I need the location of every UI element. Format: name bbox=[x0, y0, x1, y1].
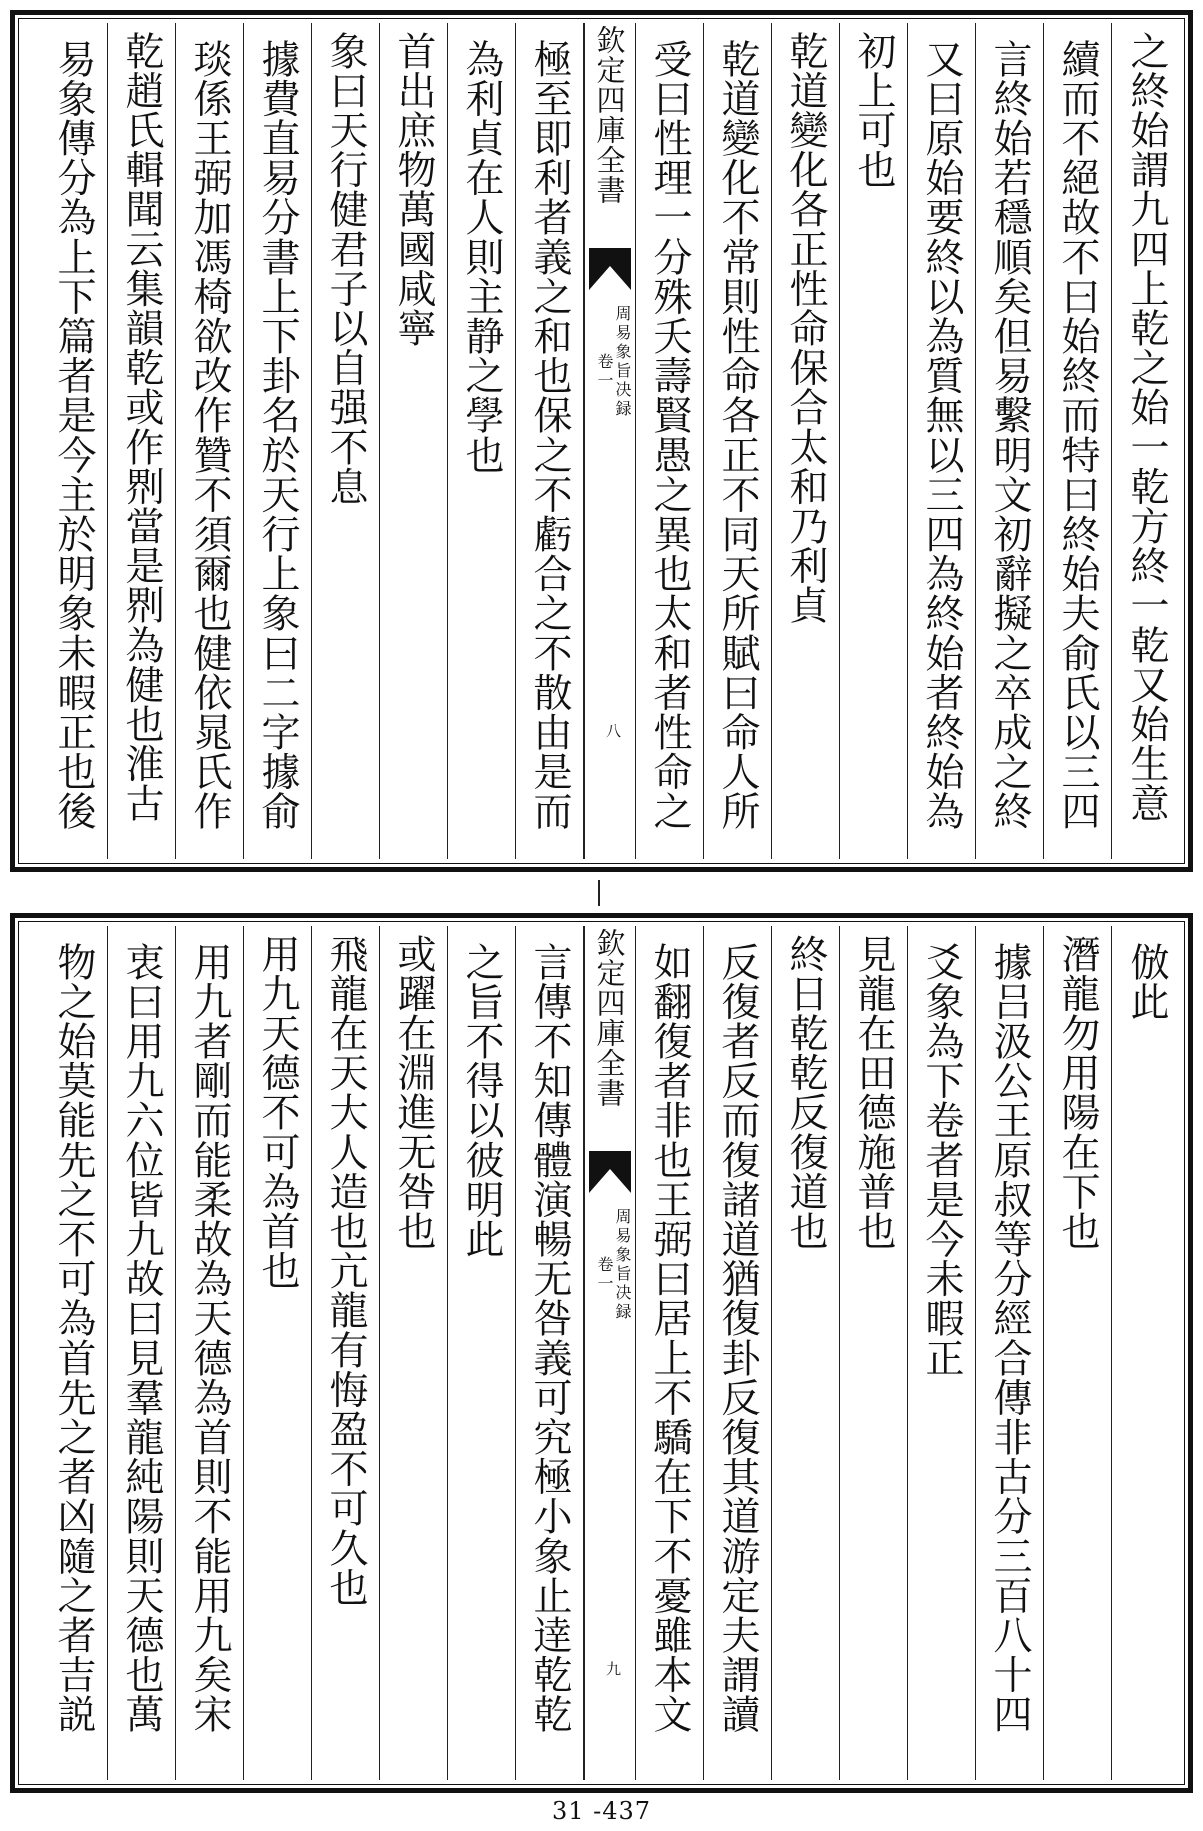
text-column: 或躍在淵進无咎也 bbox=[380, 926, 448, 1780]
text-column: 言傳不知傳體演暢无咎義可究極小象止逹乾乾 bbox=[516, 926, 584, 1780]
fish-tail-mark-icon bbox=[589, 248, 631, 290]
text-column: 據費直易分書上下卦名於天行上象曰二字據俞 bbox=[244, 23, 312, 859]
text-column: 衷曰用九六位皆九故曰見羣龍純陽則天德也萬 bbox=[108, 926, 176, 1780]
footer-page-number: 31 -437 bbox=[551, 1797, 652, 1825]
text-column: 反復者反而復諸道猶復卦反復其道游定夫謂讀 bbox=[704, 926, 772, 1780]
text-column: 象曰天行健君子以自强不息 bbox=[312, 23, 380, 859]
volume-label: 卷一 bbox=[595, 353, 614, 391]
upper-page bbox=[10, 10, 1193, 872]
page-divider bbox=[598, 880, 600, 906]
text-column: 爻象為下卷者是今未暇正 bbox=[908, 926, 976, 1780]
center-margin bbox=[584, 23, 636, 859]
text-column: 潛龍勿用陽在下也 bbox=[1044, 926, 1112, 1780]
book-title: 周易象旨决録 bbox=[613, 305, 632, 419]
text-column: 見龍在田德施普也 bbox=[840, 926, 908, 1780]
text-column: 之終始謂九四上乾之始一乾方終一乾又始生意 bbox=[1124, 31, 1169, 823]
center-margin bbox=[584, 926, 636, 1780]
text-column: 乾趙氏輯聞云集韻乾或作𠝹當是𠝹為健也淮古 bbox=[108, 23, 176, 859]
text-column: 極至即利者義之和也保之不虧合之不散由是而 bbox=[516, 23, 584, 859]
library-title: 欽定四庫全書 bbox=[592, 25, 627, 205]
leaf-number: 九 bbox=[604, 1661, 622, 1679]
fish-tail-mark-icon bbox=[589, 1151, 631, 1193]
leaf-number: 八 bbox=[604, 723, 622, 741]
text-column: 初上可也 bbox=[840, 23, 908, 859]
text-column: 用九者剛而能柔故為天德為首則不能用九矣宋 bbox=[176, 926, 244, 1780]
text-column: 為利貞在人則主静之學也 bbox=[448, 23, 516, 859]
text-column: 終日乾乾反復道也 bbox=[772, 926, 840, 1780]
text-column: 物之始莫能先之不可為首先之者凶隨之者吉説 bbox=[40, 926, 108, 1780]
text-column: 用九天德不可為首也 bbox=[244, 926, 312, 1780]
lower-page bbox=[10, 913, 1193, 1793]
volume-label: 卷一 bbox=[595, 1256, 614, 1294]
text-column: 易象傳分為上下篇者是今主於明象未暇正也後 bbox=[40, 23, 108, 859]
text-column: 乾道變化不常則性命各正不同天所賦曰命人所 bbox=[704, 23, 772, 859]
text-column: 飛龍在天大人造也亢龍有悔盈不可久也 bbox=[312, 926, 380, 1780]
text-column: 之旨不得以彼明此 bbox=[448, 926, 516, 1780]
book-title: 周易象旨决録 bbox=[613, 1208, 632, 1322]
text-column: 琰係王弼加馮椅欲改作贊不須爾也健依晁氏作 bbox=[176, 23, 244, 859]
library-title: 欽定四庫全書 bbox=[592, 928, 627, 1108]
text-column: 續而不絕故不曰始終而特曰終始夫俞氏以三四 bbox=[1044, 23, 1112, 859]
text-column: 如翻復者非也王弼曰居上不驕在下不憂雖本文 bbox=[636, 926, 704, 1780]
text-column: 受曰性理一分殊夭壽賢愚之異也太和者性命之 bbox=[636, 23, 704, 859]
text-column: 乾道變化各正性命保合太和乃利貞 bbox=[772, 23, 840, 859]
text-column: 又曰原始要終以為質無以三四為終始者終始為 bbox=[908, 23, 976, 859]
text-column: 言終始若穩順矣但易繫明文初辭擬之卒成之終 bbox=[976, 23, 1044, 859]
text-column: 據吕汲公王原叔等分經合傳非古分三百八十四 bbox=[976, 926, 1044, 1780]
text-column: 首出庶物萬國咸寧 bbox=[380, 23, 448, 859]
text-column: 倣此 bbox=[1124, 942, 1169, 1022]
